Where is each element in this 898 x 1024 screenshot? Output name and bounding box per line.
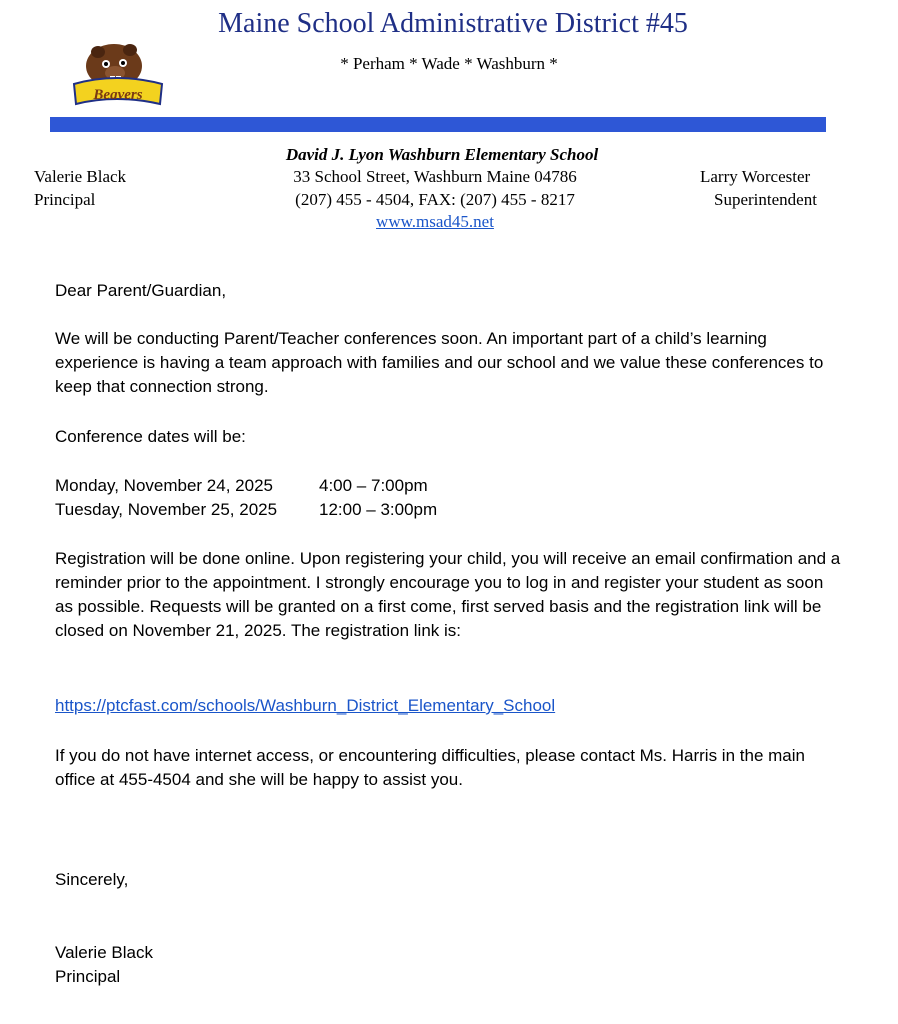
closing: Sincerely, [55, 870, 129, 889]
dates-intro: Conference dates will be: [55, 427, 246, 446]
date-time: 12:00 – 3:00pm [319, 500, 438, 519]
registration-link-line [55, 694, 845, 718]
district-title: Maine School Administrative District #45 [218, 8, 688, 39]
registration-link[interactable]: https://ptcfast.com/schools/Washburn_District_Elementary_School [55, 696, 556, 715]
registration-paragraph: Registration will be done online. Upon registering your child, you will receive an email confirmation and a reminder prior to the appointment. I strongly encourage you to log in and register your student as soon as possible. Requests will be granted on a first come, first served basis and the registration link will be closed on November 21, 2025. The registration link is: [55, 549, 841, 640]
district-towns: * Perham * Wade * Washburn * [340, 54, 558, 73]
date-row [55, 498, 437, 522]
principal-name-header: Valerie Black [34, 167, 127, 186]
superintendent-title: Superintendent [714, 190, 817, 209]
school-phone: (207) 455 - 4504, FAX: (207) 455 - 8217 [295, 190, 575, 209]
beavers-logo [68, 38, 168, 108]
principal-title-header: Principal [34, 190, 96, 209]
school-website-link[interactable]: www.msad45.net [376, 212, 494, 231]
signer-name: Valerie Black [55, 943, 153, 962]
date-time: 4:00 – 7:00pm [319, 476, 428, 495]
date-day: Monday, November 24, 2025 [55, 476, 273, 495]
header-divider-bar [50, 117, 826, 132]
date-day: Tuesday, November 25, 2025 [55, 500, 278, 519]
help-paragraph: If you do not have internet access, or encountering difficulties, please contact Ms. Harris in the main office at 455-4504 and she will be happy to assist you. [55, 746, 805, 789]
conference-dates [55, 474, 437, 522]
greeting: Dear Parent/Guardian, [55, 281, 227, 300]
logo-text: Beavers [93, 87, 143, 103]
signer-title: Principal [55, 967, 121, 986]
superintendent-name: Larry Worcester [700, 167, 811, 186]
school-name: David J. Lyon Washburn Elementary School [285, 145, 599, 164]
school-website-line [0, 212, 870, 232]
school-address: 33 School Street, Washburn Maine 04786 [293, 167, 577, 186]
intro-paragraph: We will be conducting Parent/Teacher conferences soon. An important part of a child’s learning experience is having a team approach with families and our school and we value these conferences to keep that connection strong. [55, 329, 824, 396]
date-row [55, 474, 437, 498]
